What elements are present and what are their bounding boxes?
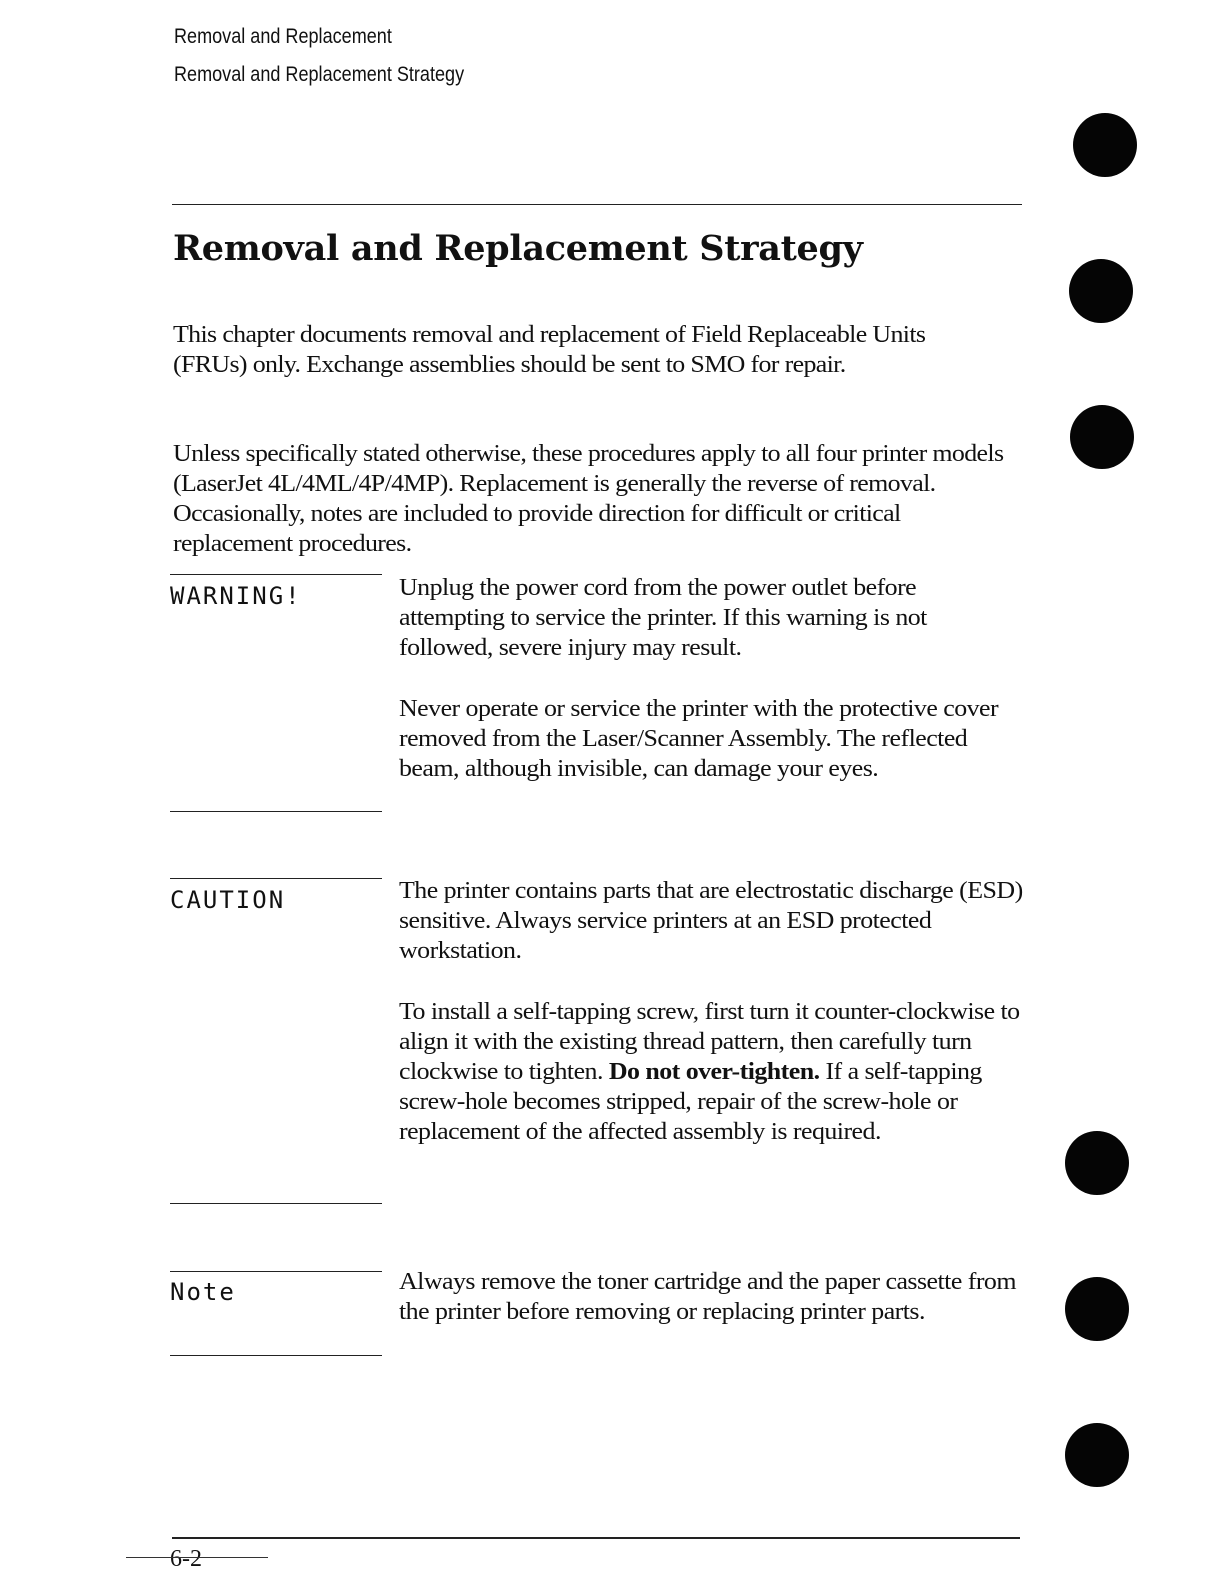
page-number-underline <box>126 1557 268 1558</box>
caution-text-2-start: To install a self-tapping screw, first turn it counter-clockwise to align it with the existing thread pattern, then carefully turn clockwise to tighten. <box>399 999 1020 1085</box>
footer-rule <box>172 1537 1020 1539</box>
caution-emphasis: Do not over-tighten. <box>608 1059 820 1085</box>
caution-top-rule <box>170 878 382 879</box>
warning-top-rule <box>170 574 382 575</box>
warning-label: WARNING! <box>170 582 302 610</box>
note-top-rule <box>170 1271 382 1272</box>
punch-hole-6 <box>1065 1423 1129 1487</box>
warning-text-1: Unplug the power cord from the power outlet before attempting to service the printer. If this warning is not followed, severe injury may result. <box>399 575 927 661</box>
punch-hole-5 <box>1065 1277 1129 1341</box>
caution-text-2 <box>399 997 1025 1147</box>
punch-hole-1 <box>1073 113 1137 177</box>
caution-label: CAUTION <box>170 886 286 914</box>
punch-hole-2 <box>1069 259 1133 323</box>
caution-text-1: The printer contains parts that are electrostatic discharge (ESD) sensitive. Always service printers at an ESD protected workstation. <box>399 878 1023 964</box>
running-head-section: Removal and Replacement Strategy <box>174 63 465 86</box>
header-rule <box>172 204 1022 205</box>
warning-bottom-rule <box>170 811 382 812</box>
running-head-chapter: Removal and Replacement <box>174 25 392 48</box>
punch-hole-3 <box>1070 405 1134 469</box>
note-text: Always remove the toner cartridge and the paper cassette from the printer before removing or replacing printer parts. <box>399 1269 1016 1325</box>
intro-paragraph: This chapter documents removal and replacement of Field Replaceable Units (FRUs) only. Exchange assemblies should be sent to SMO for repair. <box>173 322 926 378</box>
page-title: Removal and Replacement Strategy <box>173 228 863 269</box>
scope-paragraph: Unless specifically stated otherwise, these procedures apply to all four printer models (LaserJet 4L/4ML/4P/4MP). Replacement is generally the reverse of removal. Occasionally, notes are included to provide direction for difficult or critical replacement procedures. <box>173 441 1004 557</box>
note-label: Note <box>170 1278 236 1306</box>
caution-text-2-end: If a self-tapping screw-hole becomes stripped, repair of the screw-hole or replacement of the affected assembly is required. <box>399 1059 982 1145</box>
page-number: 6-2 <box>170 1546 202 1572</box>
note-bottom-rule <box>170 1355 382 1356</box>
caution-bottom-rule <box>170 1203 382 1204</box>
punch-hole-4 <box>1065 1131 1129 1195</box>
warning-text-2: Never operate or service the printer with the protective cover removed from the Laser/Scanner Assembly. The reflected beam, although invisible, can damage your eyes. <box>399 696 999 782</box>
